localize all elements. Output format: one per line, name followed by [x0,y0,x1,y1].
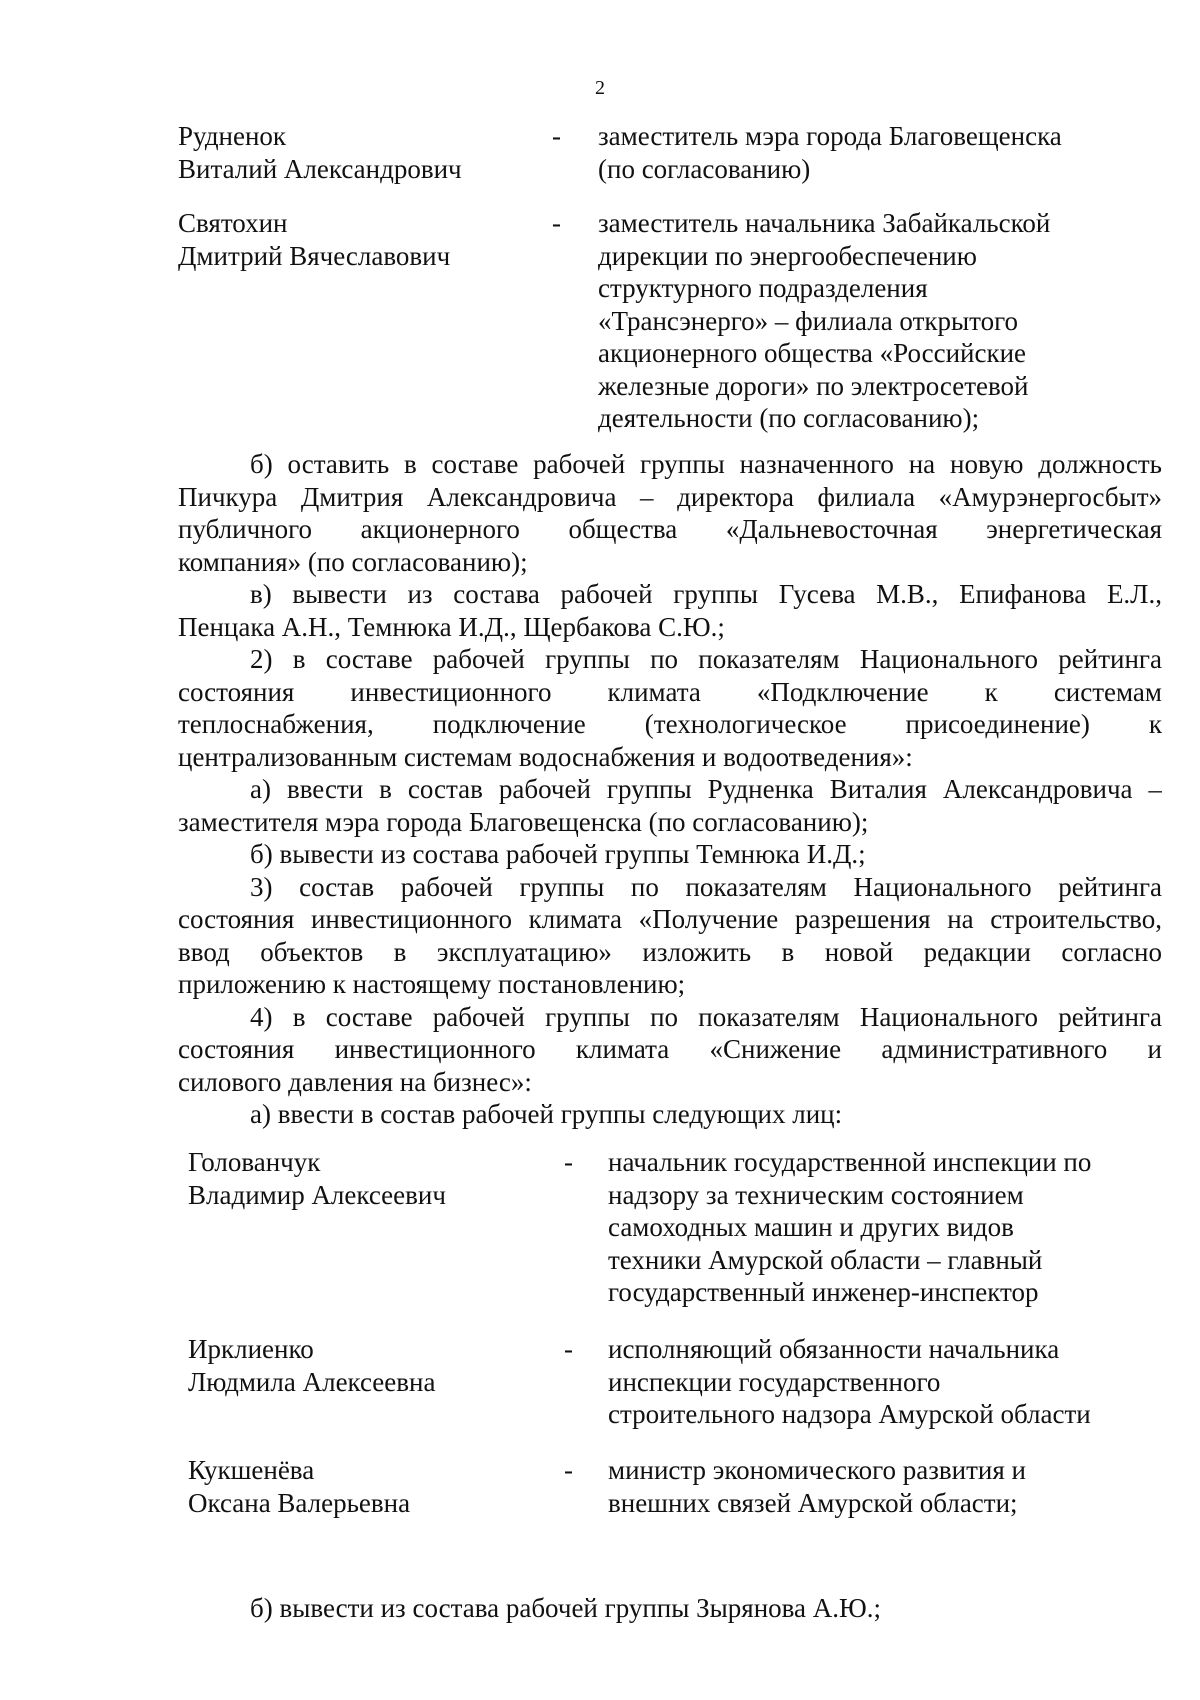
separator-dash: - [564,1455,573,1485]
member-given-names: Дмитрий Вячеславович [178,240,451,271]
member-position [598,120,1138,185]
paragraph-a-add-rudnenok [178,773,1162,838]
paragraph-2-heat-supply-group [178,643,1162,773]
position-line: железные дороги» по электросетевой [598,370,1029,401]
paragraph-line: б) оставить в составе рабочей группы назначенного на новую должность [250,449,1162,479]
paragraph-line: Пенцака А.Н., Темнюка И.Д., Щербакова С.Ю.; [178,611,725,642]
position-line: инспекции государственного [608,1366,941,1397]
separator-dash: - [552,208,561,238]
position-line: деятельности (по согласованию); [598,403,980,433]
paragraph-line: 4) в составе рабочей группы по показателям Национального рейтинга [250,1001,1162,1032]
paragraph-line: состояния инвестиционного климата «Снижение административного и [178,1034,1162,1064]
position-line: самоходных машин и других видов [608,1212,1014,1242]
member-position [608,1333,1148,1431]
paragraph-line: в) вывести из состава рабочей группы Гусева М.В., Епифанова Е.Л., [250,579,1162,609]
position-line: строительного надзора Амурской области [608,1399,1091,1429]
member-name [188,1454,508,1519]
member-given-names: Владимир Алексеевич [188,1179,446,1210]
paragraph-line: состояния инвестиционного климата «Получение разрешения на строительство, [178,904,1162,934]
paragraph-b-remove-zyryanov: б) вывести из состава рабочей группы Зырянова А.Ю.; [250,1593,882,1623]
member-position [608,1454,1148,1519]
member-surname: Рудненок [178,121,287,151]
paragraph-line: публичного акционерного общества «Дальневосточная энергетическая [178,514,1162,544]
position-line: структурного подразделения [598,273,928,303]
position-line: заместитель мэра города Благовещенска [598,121,1062,151]
page-number: 2 [595,77,605,99]
position-line: исполняющий обязанности начальника [608,1334,1060,1364]
member-given-names: Оксана Валерьевна [188,1487,411,1518]
position-line: (по согласованию) [598,153,811,184]
paragraph-line: 2) в составе рабочей группы по показателям Национального рейтинга [250,644,1162,674]
member-name [178,207,498,272]
paragraph-4-business-pressure-group [178,1001,1162,1099]
separator-dash: - [564,1147,573,1177]
member-position [608,1146,1148,1309]
member-name [188,1146,508,1211]
paragraph-3-construction-group [178,871,1162,1001]
paragraph-line: а) ввести в состав рабочей группы Рудненка Виталия Александровича – [250,774,1162,804]
member-surname: Ирклиенко [188,1334,314,1364]
position-line: начальник государственной инспекции по [608,1147,1092,1177]
paragraph-line: Пичкура Дмитрия Александровича – директора филиала «Амурэнергосбыт» [178,481,1162,512]
paragraph-line: б) вывести из состава рабочей группы Темнюка И.Д.; [250,839,866,869]
paragraph-line: приложению к настоящему постановлению; [178,969,686,999]
position-line: техники Амурской области – главный [608,1244,1043,1275]
paragraph-line: силового давления на бизнес»: [178,1066,532,1097]
position-line: акционерного общества «Российские [598,338,1027,368]
paragraph-b-remove-temnyuk [178,838,1162,871]
position-line: государственный инженер-инспектор [608,1277,1039,1307]
member-given-names: Людмила Алексеевна [188,1366,436,1397]
separator-dash: - [564,1334,573,1364]
position-line: надзору за техническим состоянием [608,1179,1024,1210]
position-line: дирекции по энергообеспечению [598,240,977,271]
paragraph-line: ввод объектов в эксплуатацию» изложить в новой редакции согласно [178,936,1162,967]
paragraph-line: а) ввести в состав рабочей группы следующих лиц: [250,1099,843,1129]
position-line: внешних связей Амурской области; [608,1487,1018,1518]
member-position [598,207,1138,435]
member-surname: Святохин [178,208,288,238]
position-line: «Трансэнерго» – филиала открытого [598,305,1018,336]
paragraph-b-keep-pichkur [178,448,1162,578]
separator-dash: - [552,121,561,151]
paragraph-line: состояния инвестиционного климата «Подключение к системам [178,676,1162,707]
paragraph-line: 3) состав рабочей группы по показателям Национального рейтинга [250,871,1162,902]
member-name [178,120,498,185]
paragraph-line: компания» (по согласованию); [178,546,528,577]
paragraph-a-add-persons [178,1098,1162,1131]
member-surname: Кукшенёва [188,1455,315,1485]
paragraph-line: теплоснабжения, подключение (технологическое присоединение) к [178,709,1162,739]
position-line: министр экономического развития и [608,1455,1026,1485]
position-line: заместитель начальника Забайкальской [598,208,1051,238]
member-name [188,1333,508,1398]
member-surname: Голованчук [188,1147,321,1177]
paragraph-line: заместителя мэра города Благовещенска (по согласованию); [178,806,869,837]
paragraph-line: централизованным системам водоснабжения и водоотведения»: [178,741,913,772]
body-paragraphs [178,448,1162,1131]
member-given-names: Виталий Александрович [178,153,462,184]
paragraph-v-remove [178,578,1162,643]
